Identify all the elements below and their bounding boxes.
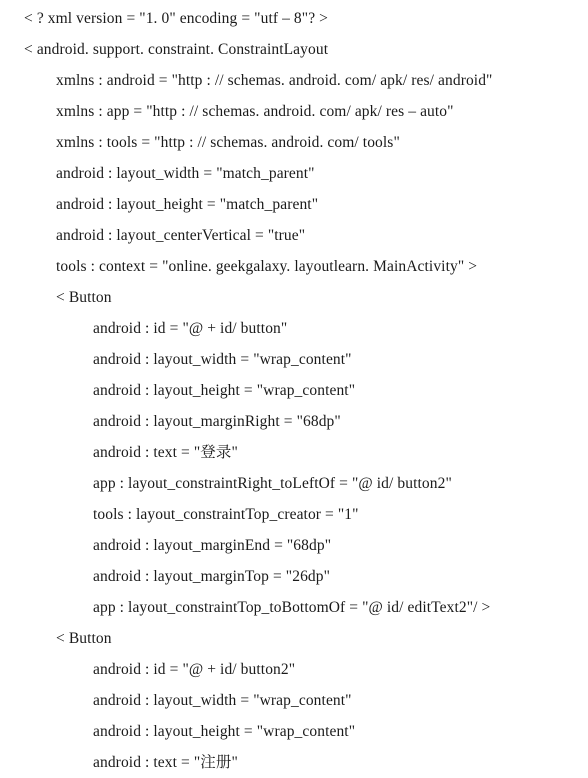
code-line: android : id = "@ + id/ button2" (93, 661, 296, 678)
code-line: android : layout_height = "wrap_content" (93, 382, 356, 399)
code-line: xmlns : android = "http : // schemas. android. com/ apk/ res/ android" (56, 72, 493, 89)
code-line: android : layout_height = "wrap_content" (93, 723, 356, 740)
code-line: app : layout_constraintRight_toLeftOf = "@ id/ button2" (93, 475, 452, 492)
code-line: xmlns : tools = "http : // schemas. android. com/ tools" (56, 134, 400, 151)
code-line: android : text = "注册" (93, 754, 238, 771)
code-line: android : layout_marginEnd = "68dp" (93, 537, 332, 554)
code-line: android : text = "登录" (93, 444, 238, 461)
code-line: app : layout_constraintTop_toBottomOf = "@ id/ editText2"/ > (93, 599, 491, 616)
code-line: android : layout_width = "match_parent" (56, 165, 315, 182)
code-line: tools : context = "online. geekgalaxy. layoutlearn. MainActivity" > (56, 258, 478, 275)
code-line: < Button (56, 630, 112, 647)
code-line: android : layout_width = "wrap_content" (93, 351, 352, 368)
code-line: < ? xml version = "1. 0" encoding = "utf – 8"? > (24, 10, 328, 27)
code-line: android : layout_width = "wrap_content" (93, 692, 352, 709)
code-line: android : id = "@ + id/ button" (93, 320, 288, 337)
code-line: < android. support. constraint. ConstraintLayout (24, 41, 329, 58)
code-line: android : layout_height = "match_parent" (56, 196, 319, 213)
code-line: android : layout_marginRight = "68dp" (93, 413, 341, 430)
code-line: tools : layout_constraintTop_creator = "1" (93, 506, 359, 523)
code-line: xmlns : app = "http : // schemas. android. com/ apk/ res – auto" (56, 103, 454, 120)
code-line: < Button (56, 289, 112, 306)
code-line: android : layout_marginTop = "26dp" (93, 568, 331, 585)
code-line: android : layout_centerVertical = "true" (56, 227, 306, 244)
